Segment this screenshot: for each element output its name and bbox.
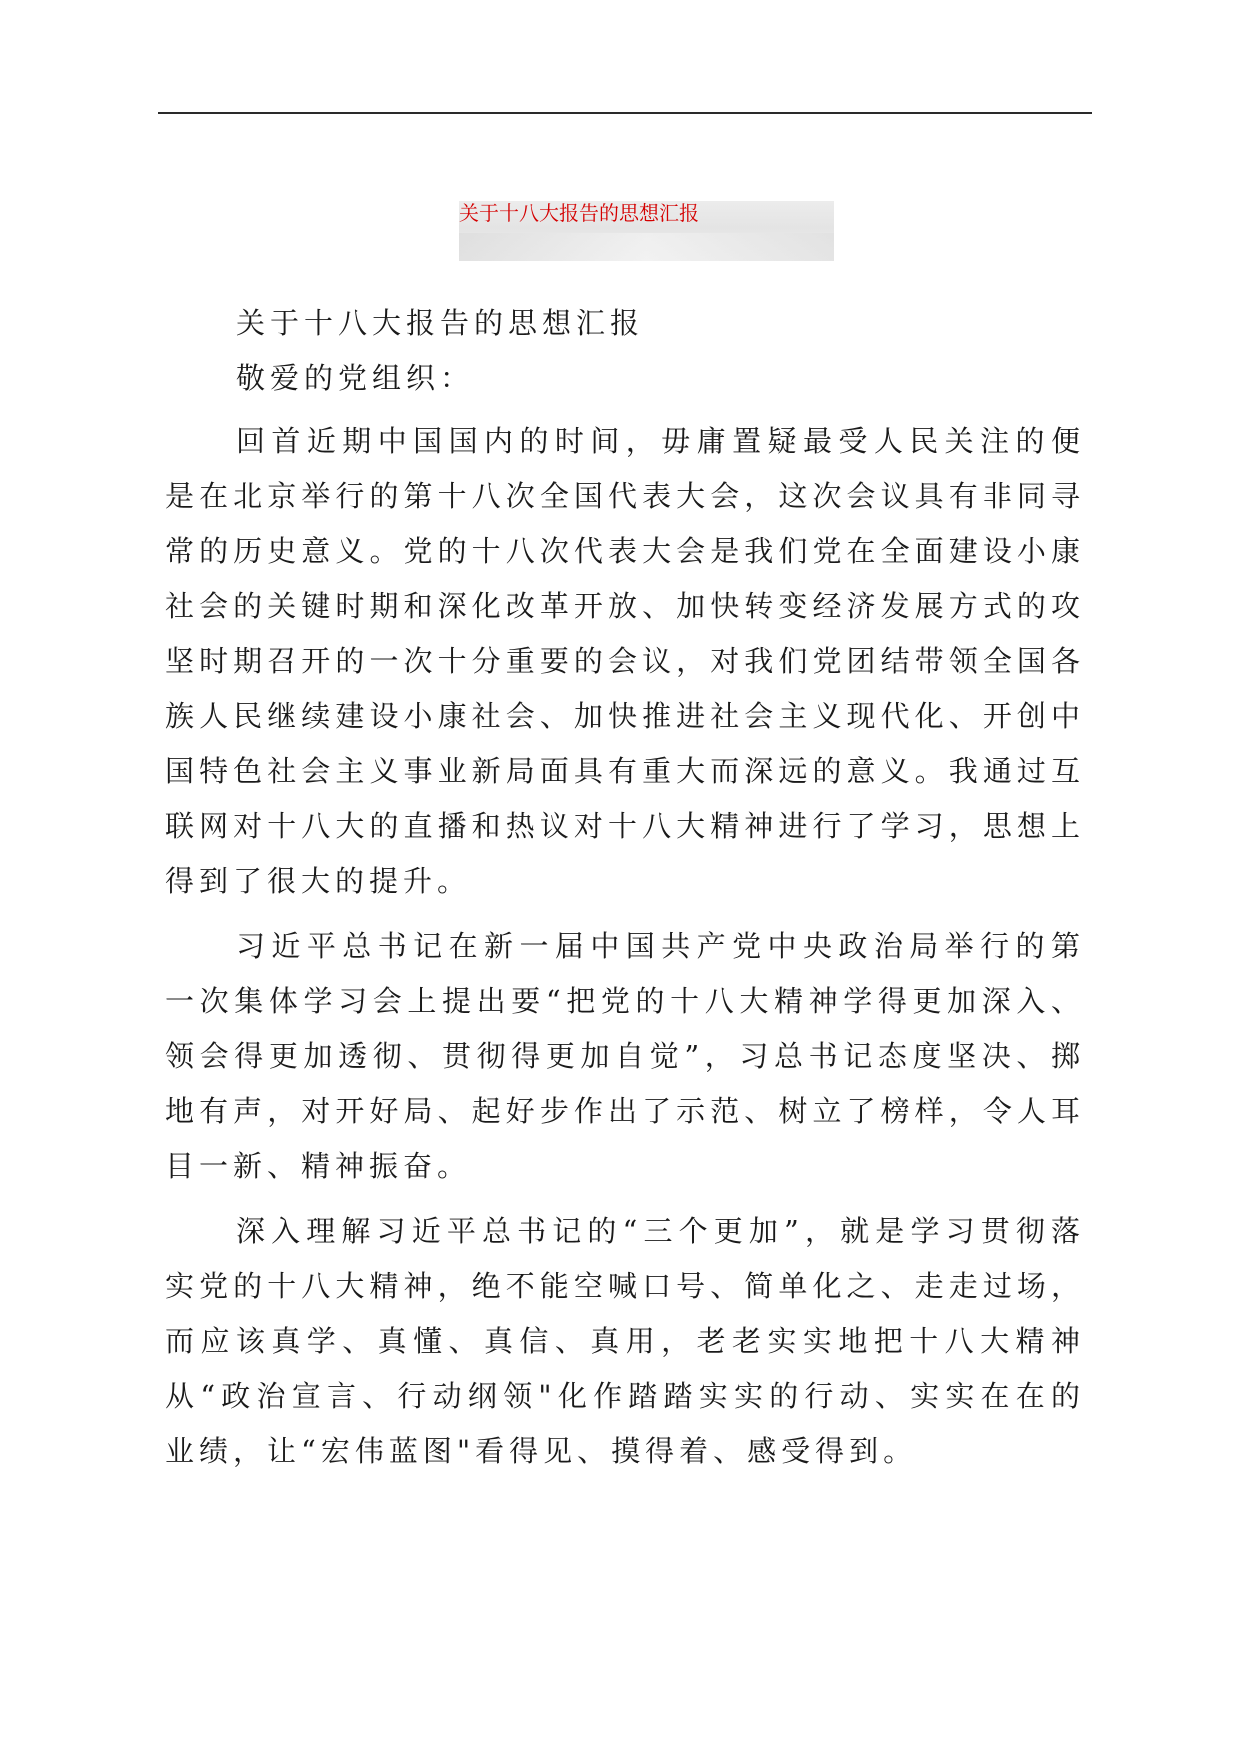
banner-shadow — [459, 233, 834, 261]
paragraph-3: 深入理解习近平总书记的“三个更加”，就是学习贯彻落实党的十八大精神，绝不能空喊口号、简单化之、走走过场，而应该真学、真懂、真信、真用，老老实实地把十八大精神从“政治宣言、行动纲领"化作踏踏实实的行动、实实在在的业绩，让“宏伟蓝图"看得见、摸得着、感受得到。 — [165, 1214, 1085, 1468]
paragraph-2: 习近平总书记在新一届中国共产党中央政治局举行的第一次集体学习会上提出要“把党的十八大精神学得更加深入、领会得更加透彻、贯彻得更加自觉”，习总书记态度坚决、掷地有声，对开好局、起好步作出了示范、树立了榜样，令人耳目一新、精神振奋。 — [165, 929, 1085, 1183]
document-body — [165, 296, 1085, 1489]
document-heading: 关于十八大报告的思想汇报 — [236, 306, 645, 340]
salutation: 敬爱的党组织： — [236, 361, 475, 395]
title-banner-image — [459, 201, 834, 261]
banner-title: 关于十八大报告的思想汇报 — [459, 201, 699, 225]
paragraph-1: 回首近期中国国内的时间，毋庸置疑最受人民关注的便是在北京举行的第十八次全国代表大会，这次会议具有非同寻常的历史意义。党的十八次代表大会是我们党在全面建设小康社会的关键时期和深化改革开放、加快转变经济发展方式的攻坚时期召开的一次十分重要的会议，对我们党团结带领全国各族人民继续建设小康社会、加快推进社会主义现代化、开创中国特色社会主义事业新局面具有重大而深远的意义。我通过互联网对十八大的直播和热议对十八大精神进行了学习，思想上得到了很大的提升。 — [165, 424, 1085, 898]
header-rule — [158, 112, 1092, 114]
